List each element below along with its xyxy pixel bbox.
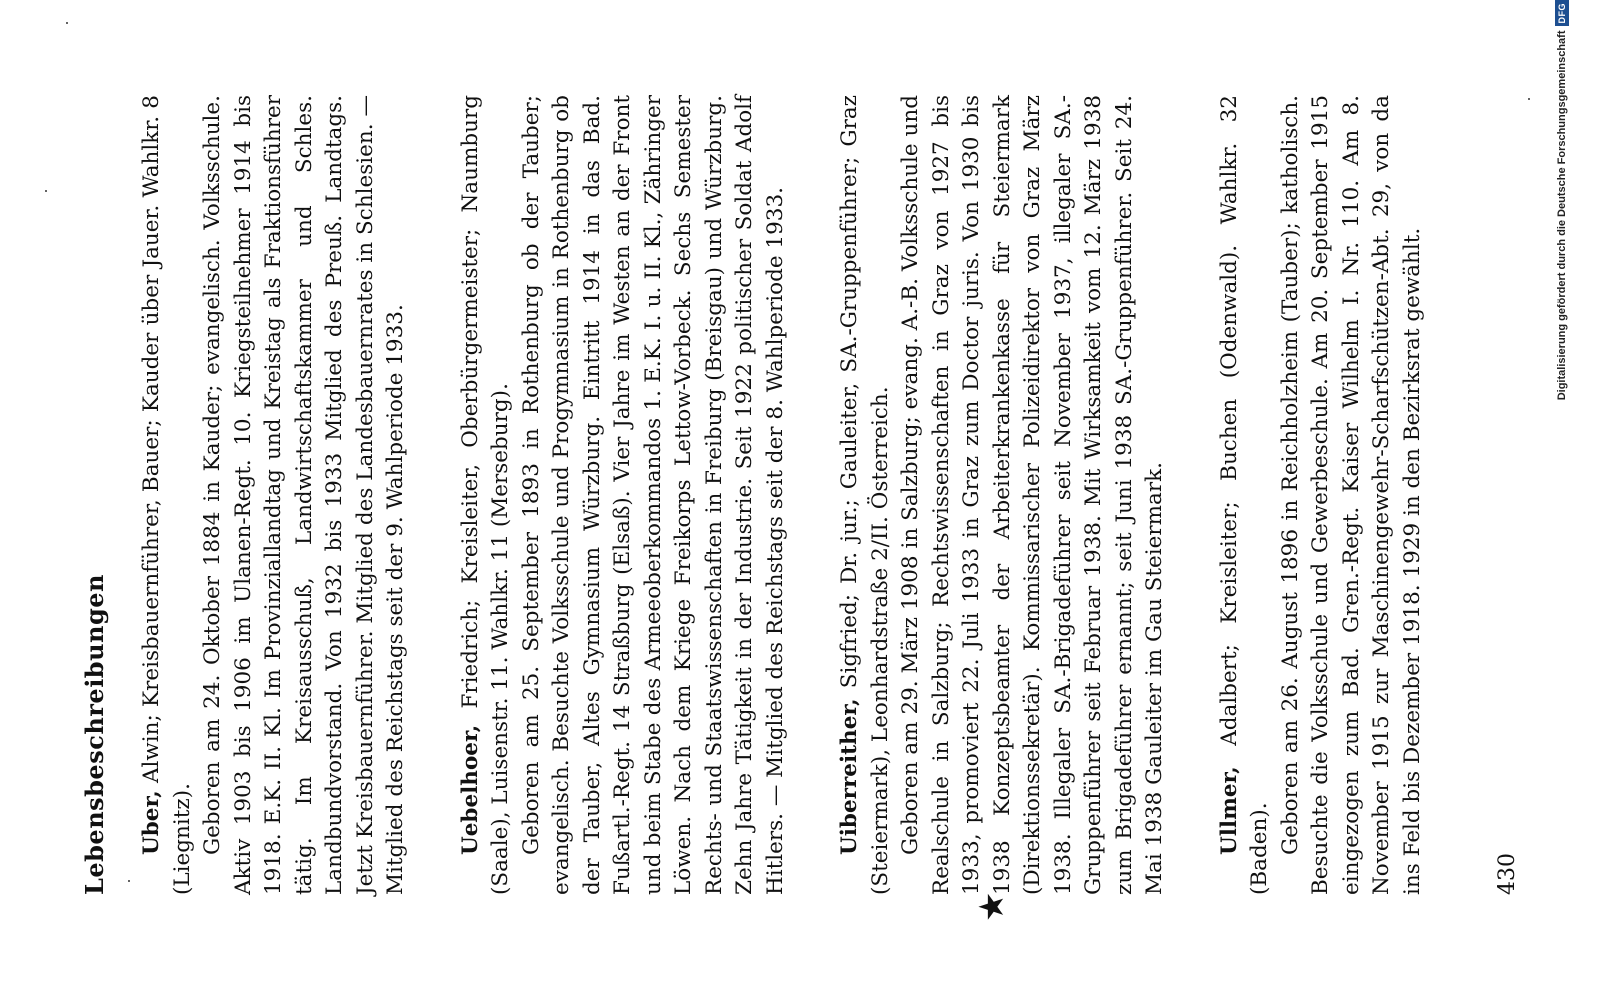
scan-speck (66, 22, 68, 24)
biography-entry (137, 95, 412, 895)
entry-biography: Geboren am 24. Oktober 1884 in Kauder; evangelisch. Volksschule. Aktiv 1903 bis 1906 im Ulanen-Regt. 10. Kriegsteilnehmer 1914 bis 1918. E.K. II. Kl. Im Provinziallandtag und Kreistag als Fraktionsführer tätig. Im Kreisausschuß, Landwirtschaftskammer und Schles. Landbundvorstand. Von 1932 bis 1933 Mitglied des Preuß. Landtags. Jetzt Kreisbauernführer. Mitglied des Landesbauernrates in Schlesien. — Mitglied des Reichstags seit der 9. Wahlperiode 1933. (200, 95, 408, 895)
entry-name: Uiberreither, (837, 698, 862, 855)
digitization-note (1555, 0, 1581, 1000)
entry-name: Uber, (139, 790, 164, 855)
biography-entry (835, 95, 1171, 895)
text-column (80, 95, 1472, 895)
scan-speck (45, 190, 47, 192)
scan-speck (1528, 98, 1530, 100)
entry-header (137, 95, 198, 895)
entry-header (835, 95, 896, 895)
entry-details: Adalbert; Kreisleiter; Buchen (Odenwald). Wahlkr. 32 (Baden). (1216, 95, 1272, 895)
scan-speck (128, 880, 130, 882)
entry-name: Uebelhoer, (457, 724, 483, 855)
entry-header (1215, 95, 1276, 895)
funding-credit: Digitalisierung gefördert durch die Deutsche Forschungsgemeinschaft (1556, 30, 1568, 401)
entry-details: Alwin; Kreisbauernführer, Bauer; Kauder über Jauer. Wahlkr. 8 (Liegnitz). (139, 95, 195, 895)
digitization-note-text (1555, 0, 1569, 1000)
star-marker-icon: ★ (972, 891, 1012, 922)
entry-details: Friedrich; Kreisleiter, Oberbürgermeister; Naumburg (Saale), Luisenstr. 11. Wahlkr. 11 (Merseburg). (457, 95, 513, 895)
section-title: Lebensbeschreibungen (80, 574, 109, 895)
dfg-logo-icon: DFG (1555, 0, 1569, 27)
entry-details: Sigfried; Dr. jur.; Gauleiter, SA.-Gruppenführer; Graz (Steiermark), Leonhardstraße 2/II. Österreich. (837, 95, 893, 895)
entry-name: Ullmer, (1216, 766, 1242, 855)
entry-biography: Geboren am 25. September 1893 in Rothenburg ob der Tauber; evangelisch. Besuchte Volksschule und Progymnasium in Rothenburg ob der Tauber, Altes Gymnasium Würzburg. Eintritt 1914 in das Bad. Fußartl.-Regt. 14 Straßburg (Elsaß). Vier Jahre im Westen an der Front und beim Stabe des Armeeoberkommandos 1. E.K. I. u. II. Kl., Zähringer Löwen. Nach dem Kriege Freikorps Lettow-Vorbeck. Sechs Semester Rechts- und Staatswissenschaften in Freiburg (Breisgau) und Würzburg. Zehn Jahre Tätigkeit in der Industrie. Seit 1922 politischer Soldat Adolf Hitlers. — Mitglied des Reichstags seit der 8. Wahlperiode 1933. (518, 95, 788, 895)
page-number: 430 (1495, 853, 1520, 895)
entry-header (456, 95, 517, 895)
biography-entry (1215, 95, 1429, 895)
entry-biography: Geboren am 29. März 1908 in Salzburg; evang. A.-B. Volksschule und Realschule in Salzburg; Rechtswissenschaften in Graz von 1927 bis 1933, promoviert 22. Juli 1933 in Graz zum Doctor juris. Von 1930 bis 1938 Konzeptsbeamter der Arbeiterkrankenkasse für Steiermark (Direktionssekretär). Kommissarischer Polizeidirektor von Graz März 1938. Illegaler SA.-Brigadeführer seit November 1937, illegaler SA.-Gruppenführer seit Februar 1938. Mit Wirksamkeit vom 12. März 1938 zum Brigadeführer ernannt; seit Juni 1938 SA.-Gruppenführer. Seit 24. Mai 1938 Gauleiter im Gau Steiermark. (898, 95, 1167, 895)
entry-biography: Geboren am 26. August 1896 in Reichholzheim (Tauber); katholisch. Besuchte die Volksschule und Gewerbeschule. Am 20. September 1915 eingezogen zum Bad. Gren.-Regt. Kaiser Wilhelm I. Nr. 110. Am 8. November 1915 zur Maschinengewehr-Scharfschützen-Abt. 29, von da ins Feld bis Dezember 1918. 1929 in den Bezirksrat gewählt. (1277, 95, 1425, 895)
biography-entry (456, 95, 792, 895)
